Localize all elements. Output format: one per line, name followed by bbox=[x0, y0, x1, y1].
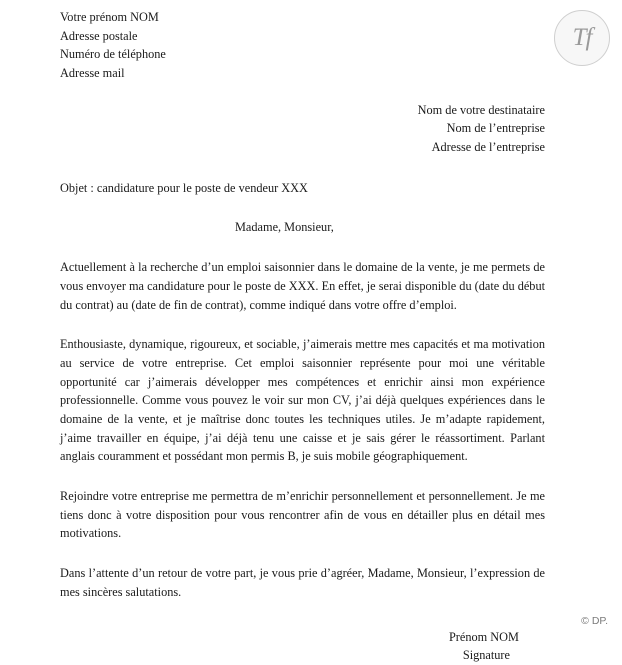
body-paragraph: Rejoindre votre entreprise me permettra de m’enrichir personnellement et personnellement. Je me tiens donc à votre disposition pour vous rencontrer afin de vous en détailler plus en détail mes motivations. bbox=[60, 489, 545, 541]
recipient-line: Nom de votre destinataire bbox=[417, 102, 545, 117]
signature-block bbox=[60, 628, 545, 665]
image-credit bbox=[581, 615, 608, 627]
body-paragraph: Enthousiaste, dynamique, rigoureux, et sociable, j’aimerais mettre mes capacités et ma motivation au service de votre entreprise. Cet emploi saisonnier représente pour moi une véritable opportunité car j’aimerais développer mes compétences et enrichir ainsi mon expérience professionnelle. Comme vous pouvez le voir sur mon CV, j’ai déjà quelques expériences dans le domaine de la vente, et je maîtrise donc toutes les techniques utiles. Je m’adapte rapidement, j’aime travailler en équipe, j’ai déjà tenu une caisse et je sais gérer le réassortiment. Parlant anglais couramment et possédant mon permis B, je suis mobile géographiquement. bbox=[60, 337, 545, 464]
sender-line: Votre prénom NOM bbox=[60, 10, 159, 24]
sender-line: Adresse mail bbox=[60, 66, 125, 81]
body-paragraph: Actuellement à la recherche d’un emploi saisonnier dans le domaine de la vente, je me permets de vous envoyer ma candidature pour le poste de XXX. En effet, je serai disponible du (date du début du contrat) au (date de fin de contrat), comme indiqué dans votre offre d’emploi. bbox=[60, 260, 546, 312]
site-logo-watermark bbox=[554, 10, 610, 66]
subject-line: Objet : candidature pour le poste de vendeur XXX bbox=[60, 180, 308, 195]
signature-name: Prénom NOM bbox=[448, 629, 519, 644]
salutation: Madame, Monsieur, bbox=[235, 219, 334, 234]
signature-label: Signature bbox=[462, 648, 510, 663]
sender-line: Adresse postale bbox=[60, 28, 138, 43]
recipient-block bbox=[60, 101, 545, 157]
recipient-line: Adresse de l’entreprise bbox=[431, 140, 545, 155]
copyright-icon: © bbox=[581, 615, 589, 627]
logo-text: Tf bbox=[572, 24, 592, 51]
body-paragraph: Dans l’attente d’un retour de votre part, je vous prie d’agréer, Madame, Monsieur, l’expression de mes sincères salutations. bbox=[60, 566, 545, 599]
credit-text: DP. bbox=[591, 615, 608, 627]
recipient-line: Nom de l’entreprise bbox=[446, 121, 545, 136]
sender-line: Numéro de téléphone bbox=[60, 47, 166, 62]
sender-block bbox=[60, 8, 545, 83]
cover-letter bbox=[60, 8, 545, 665]
